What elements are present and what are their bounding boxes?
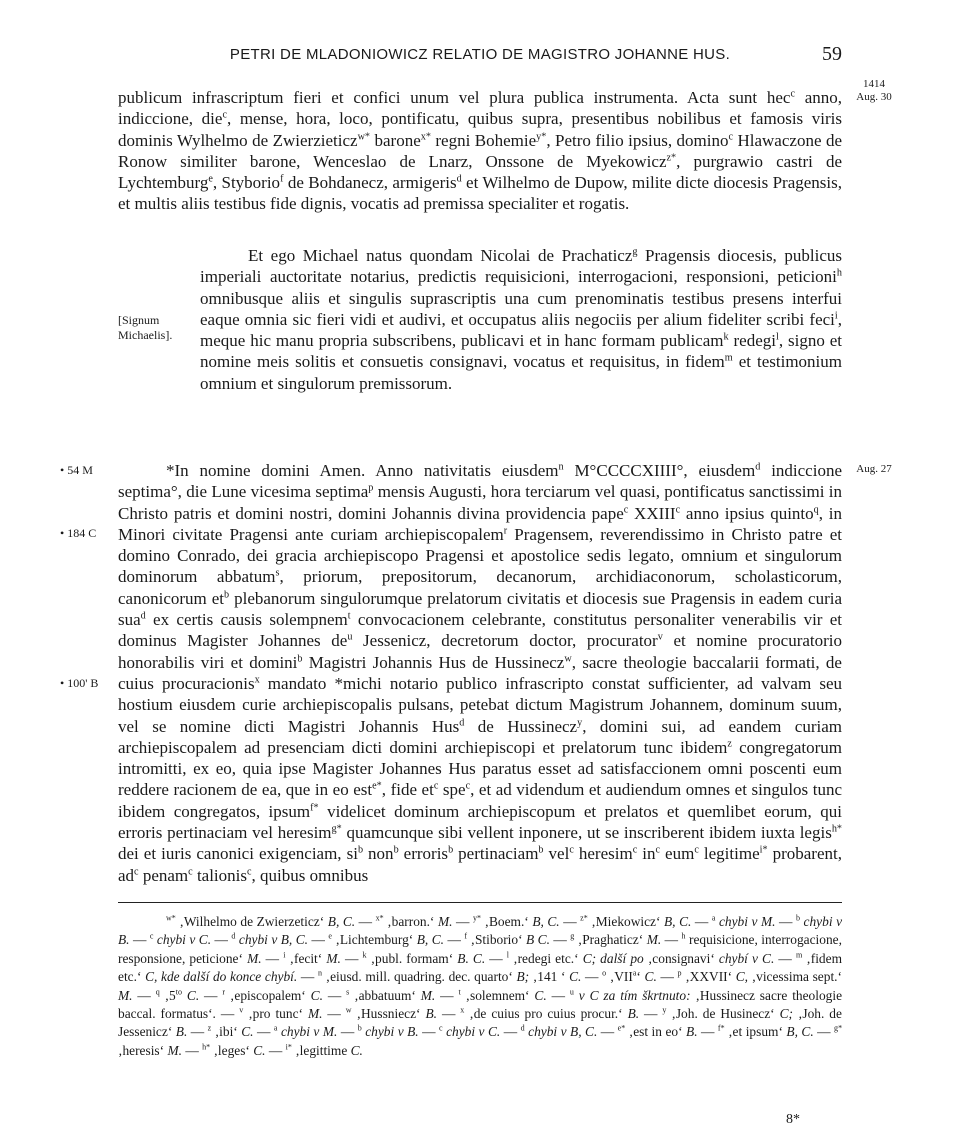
margin-ref-184c: • 184 C — [60, 526, 97, 540]
footnotes: $^{w*}$ ‚Wilhelmo de Zwierzeticz‘ B, C. — $^{x*}$ ‚barron.‘ M. — $^{y*}$ ‚Boem.‘ B, C. — $^{z*}$ ‚Miekowicz‘ B, C. — $^a$ chybi v M. — $^b$ chybi v B. — $^c$ chybi v C. — $^d$ chybi v B, C. — $^e$ ‚Lichtemburg‘ B, C. — $^f$ ‚Stiborio‘ B C. — $^g$ ‚Praghaticz‘ M. — $^h$ requisicione, interrogacione, responsione, peticione‘ M. — $^i$ ‚fecit‘ M. — $^k$ ‚publ. formam‘ B. C. — $^l$ ‚redegi etc.‘ C; další po ‚consignavi‘ chybí v C. — $^m$ ‚fidem etc.‘ C, kde další do konce chybí. — $^n$ ‚eiusd. mill. quadring. dec. quarto‘ B; ‚141 ‘ C. — $^o$ ‚VII$^a$‘ C. — $^p$ ‚XXVII‘ C, ‚vicessima sept.‘ M. — $^q$ $‚5^{to}$ C. — $^r$ ‚episcopalem‘ C. — $^s$ ‚abbatuum‘ M. — $^t$ ‚solemnem‘ C. — $^u$ v C za tím škrtnuto: ‚Hussinecz sacre theologie baccal. formatus‘. — $^v$ ‚pro tunc‘ M. — $^w$ ‚Hussniecz‘ B. — $^x$ ‚de cuius pro cuius procur.‘ B. — $^y$ ‚Joh. de Husinecz‘ C; ‚Joh. de Jessenicz‘ B. — $^z$ ‚ibi‘ C. — $^a$ chybi v M. — $^b$ chybi v B. — $^c$ chybi v C. — $^d$ chybi v B, C. — $^{e*}$ ‚est in eo‘ B. — $^{f*}$ ‚et ipsum‘ B, C. — $^{g*}$ ‚heresis‘ M. — $^{h*}$ ‚leges‘ C. — $^{i*}$ ‚legittime C. — [118, 913, 843, 1058]
margin-signum: [Signum Michaelis]. — [118, 313, 173, 342]
margin-year: 1414 — [863, 78, 885, 90]
margin-aug27: Aug. 27 — [856, 463, 892, 475]
signature-mark: 8* — [786, 1112, 800, 1127]
margin-ref-54m: • 54 M — [60, 463, 93, 477]
page-header — [118, 43, 842, 72]
paragraph-1: publicum infrascriptum fieri et confici unum vel plura publica instrumenta. Acta sunt hec$^c$ anno, indiccione, die$^c$, mense, hora, loco, pontificatu, quibus supra, presentibus nobilibus et famosis viris dominis Wylhelmo de Zwierzieticz$^{w*}$ barone$^{x*}$ regni Bohemie$^{y*}$, Petro filio ipsius, domino$^c$ Hlawaczone de Ronow similiter barone, Wenceslao de Lnarz, Onssone de Myekowicz$^{z*}$, purgrawio castri de Lychtemburg$^e$, Styborio$^f$ de Bohdanecz, armigeris$^d$ et Wilhelmo de Dupow, milite dicte diocesis Pragensis, et multis aliis testibus fide dignis, vocatis ad premissa specialiter et rogatis. — [118, 88, 843, 214]
margin-ref-100b: • 100' B — [60, 676, 99, 690]
margin-date-1414 — [848, 78, 900, 104]
running-title: PETRI DE MLADONIOWICZ RELATIO DE MAGISTRO JOHANNE HUS. — [229, 46, 731, 63]
footnote-rule — [118, 902, 842, 903]
paragraph-2: *In nomine domini Amen. Anno nativitatis eiusdem$^n$ M°CCCCXIIII°, eiusdem$^d$ indiccione septima°, die Lune vicesima septima$^p$ mensis Augusti, hora terciarum vel quasi, pontificatus sanctissimi in Christo patris et domini nostri, domini Johannis divina providencia pape$^c$ XXIII$^c$ anno ipsius quinto$^q$, in Minori civitate Pragensi ante curiam archiepiscopalem$^r$ Pragensem, reverendissimo in Christo patre et domino Conrado, dei gracia archiepiscopo Pragensi et apostolice sedis legato, omnium et singulorum dominorum abbatum$^s$, priorum, prepositorum, decanorum, archidiaconorum, scholasticorum, canonicorum $et^b$ plebanorum singulorumque prelatorum civitatis et diocesis sue Pragensis in eadem curia sua$^d$ ex certis causis solempnem$^t$ convocacionem celebrante, constitutus personaliter venerabilis vir et dominus Magister Johannes $de^u$ Jessenicz, decretorum doctor, procurator$^v$ et nomine procuratorio honorabilis viri et domini$^b$ Magistri Johannis Hus de Hussinecz$^w$, sacre theologie baccalarii formati, de cuius procuracionis$^x$ mandato *michi notario publico infrascripto constat sufficienter, ad valvam seu hostium eiusdem curie archiepiscopalis pulsans, petebat dictum Magistrum Johannem, dominum suum, vel se nomine dicti Magistri Johannis Hus$^d$ de Hussinecz$^y$, domini sui, ad eandem curiam archiepiscopalem ad presenciam dicti domini archiepiscopi et prelatorum tunc ibidem$^z$ congregatorum intromitti, ex eo, quia ipse Magister Johannes Hus paratus esset ad satisfaccionem omni poscenti eum reddere racionem de ea, que in eo est$^{e*}$, fide $et^c$ spe$^c$, et ad videndum et audiendum omnes et singulos tunc ibidem congregatos, ipsum$^{f*}$ videlicet dominum archiepiscopum et prelatos et quemlibet eorum, qui erroris pertinaciam vel heresim$^{g*}$ quamcunque sibi vellent inponere, ut se inscriberent ibidem iuxta legis$^{h*}$ dei et iuris canonici exigenciam, $si^b$ non$^b$ erroris$^b$ pertinaciam$^b$ vel$^c$ heresim$^c$ $in^c$ eum$^c$ legitime$^{i*}$ probarent, $ad^c$ penam$^c$ talionis$^c$, quibus omnibus — [118, 461, 843, 885]
paragraph-notary: Et ego Michael natus quondam Nicolai de Prachaticz$^g$ Pragensis diocesis, publicus imperiali auctoritate notarius, predictis requisicioni, interrogacioni, responsioni, peticioni$^h$ omnibusque aliis et singulis suprascriptis una cum prenominatis testibus presens interfui eaque omnia sic fieri vidi et audivi, et occupatus aliis negociis per alium fideliter scribi feci$^i$, meque hic manu propria subscribens, publicavi et in hanc formam publicam$^k$ redegi$^l$, signo et nomine meis solitis et consuetis consignavi, vocatus et requisitus, in fidem$^m$ et testimonium omnium et singulorum premissorum. — [200, 246, 842, 393]
page-number: 59 — [822, 43, 842, 65]
margin-day: Aug. 30 — [856, 91, 892, 103]
